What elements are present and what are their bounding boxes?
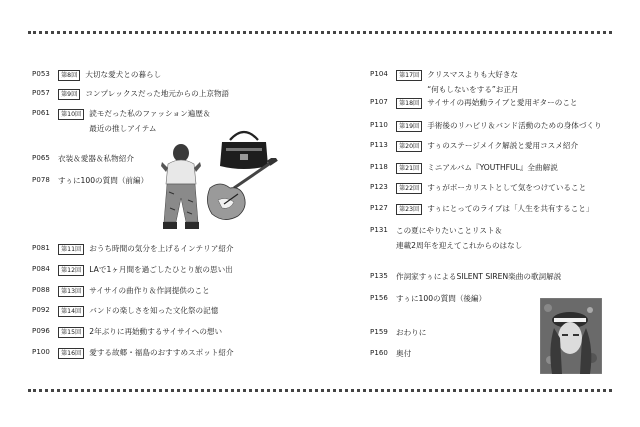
toc-entry (32, 87, 229, 100)
episode-badge: 第10回 (58, 109, 84, 120)
page-number: P135 (370, 272, 388, 280)
toc-entry (32, 107, 210, 135)
toc-entry (32, 242, 234, 255)
bottom-dotted-rule (28, 389, 612, 392)
episode-badge: 第17回 (396, 70, 422, 81)
page-number: P118 (370, 163, 388, 171)
page-number: P127 (370, 204, 388, 212)
entry-title: 連載2周年を迎えてこれからのはなし (396, 241, 523, 250)
toc-entry (370, 119, 602, 132)
episode-badge: 第16回 (58, 348, 84, 359)
toc-entry (370, 139, 578, 152)
page-number: P053 (32, 70, 50, 78)
entry-title: 作詞家すぅによるSILENT SIREN楽曲の歌詞解説 (396, 272, 562, 281)
page-number: P078 (32, 176, 50, 184)
episode-badge: 第14回 (58, 306, 84, 317)
entry-title: 大切な愛犬との暮らし (85, 70, 162, 79)
page-number: P160 (370, 349, 388, 357)
episode-badge: 第13回 (58, 286, 84, 297)
toc-entry (370, 68, 519, 96)
entry-title: クリスマスよりも大好きな (427, 70, 519, 79)
page-number: P061 (32, 109, 50, 117)
toc-entry (32, 152, 134, 165)
toc-entry (32, 68, 161, 81)
page-number: P156 (370, 294, 388, 302)
toc-entry (370, 181, 586, 194)
toc-entry (32, 346, 234, 359)
toc-entry (370, 224, 522, 252)
episode-badge: 第11回 (58, 244, 84, 255)
page-number: P084 (32, 265, 50, 273)
toc-entry (370, 292, 486, 305)
entry-title: 読モだった私のファッション遍歴＆ (89, 109, 211, 118)
page-number: P096 (32, 327, 50, 335)
episode-badge: 第21回 (396, 163, 422, 174)
page-number: P088 (32, 286, 50, 294)
entry-title: LAで1ヶ月間を過ごしたひとり旅の思い出 (89, 265, 233, 274)
episode-badge: 第18回 (396, 98, 422, 109)
entry-title: 最近の推しアイテム (89, 124, 157, 133)
toc-entry (32, 304, 218, 317)
toc-entry (370, 202, 593, 215)
page-number: P131 (370, 226, 388, 234)
page-number: P081 (32, 244, 50, 252)
toc-entry (32, 263, 233, 276)
toc-entry (32, 284, 210, 297)
episode-badge: 第23回 (396, 204, 422, 215)
toc-entry (370, 96, 578, 109)
page-number: P159 (370, 328, 388, 336)
page-number: P113 (370, 141, 388, 149)
page-number: P057 (32, 89, 50, 97)
entry-title: おわりに (396, 328, 427, 337)
entry-title: すぅにとってのライブは「人生を共有すること」 (427, 204, 594, 213)
entry-title: 2年ぶりに再始動するサイサイへの想い (89, 327, 223, 336)
episode-badge: 第8回 (58, 70, 80, 81)
toc-entry (32, 174, 148, 187)
page-number: P123 (370, 183, 388, 191)
episode-badge: 第9回 (58, 89, 80, 100)
page-number: P100 (32, 348, 50, 356)
entry-title: すぅのステージメイク解説と愛用コスメ紹介 (427, 141, 579, 150)
toc-entry (370, 326, 426, 339)
portrait-photo (540, 298, 602, 374)
entry-title: 手術後のリハビリ＆バンド活動のための身体づくり (427, 121, 602, 130)
page-number: P110 (370, 121, 388, 129)
top-dotted-rule (28, 31, 612, 34)
entry-title: 衣装＆愛器＆私物紹介 (58, 154, 134, 163)
page-number: P107 (370, 98, 388, 106)
toc-entry (370, 161, 558, 174)
page-number: P092 (32, 306, 50, 314)
person-photo (160, 142, 202, 230)
entry-title: ミニアルバム『YOUTHFUL』全曲解説 (427, 163, 558, 172)
episode-badge: 第15回 (58, 327, 84, 338)
toc-entry (370, 347, 411, 360)
entry-title: すぅに100の質問（前編） (58, 176, 149, 185)
entry-title: すぅがボーカリストとして気をつけていること (427, 183, 587, 192)
toc-entry (370, 270, 561, 283)
episode-badge: 第19回 (396, 121, 422, 132)
entry-title: コンプレックスだった地元からの上京物語 (85, 89, 230, 98)
entry-title: サイサイの再始動ライブと愛用ギターのこと (427, 98, 578, 107)
entry-title: すぅに100の質問（後編） (396, 294, 487, 303)
entry-title: バンドの楽しさを知った文化祭の記憶 (89, 306, 219, 315)
page-number: P104 (370, 70, 388, 78)
page-number: P065 (32, 154, 50, 162)
entry-title: サイサイの曲作り＆作詞提供のこと (89, 286, 210, 295)
episode-badge: 第20回 (396, 141, 422, 152)
toc-entry (32, 325, 222, 338)
entry-title: この夏にやりたいことリスト＆ (396, 226, 503, 235)
entry-title: おうち時間の気分を上げるインテリア紹介 (89, 244, 234, 253)
entry-title: 愛する故郷・福島のおすすめスポット紹介 (89, 348, 234, 357)
episode-badge: 第22回 (396, 183, 422, 194)
entry-title: “何もしないをする”お正月 (427, 85, 519, 94)
electric-guitar-photo (200, 158, 278, 224)
entry-title: 奥付 (396, 349, 412, 358)
episode-badge: 第12回 (58, 265, 84, 276)
